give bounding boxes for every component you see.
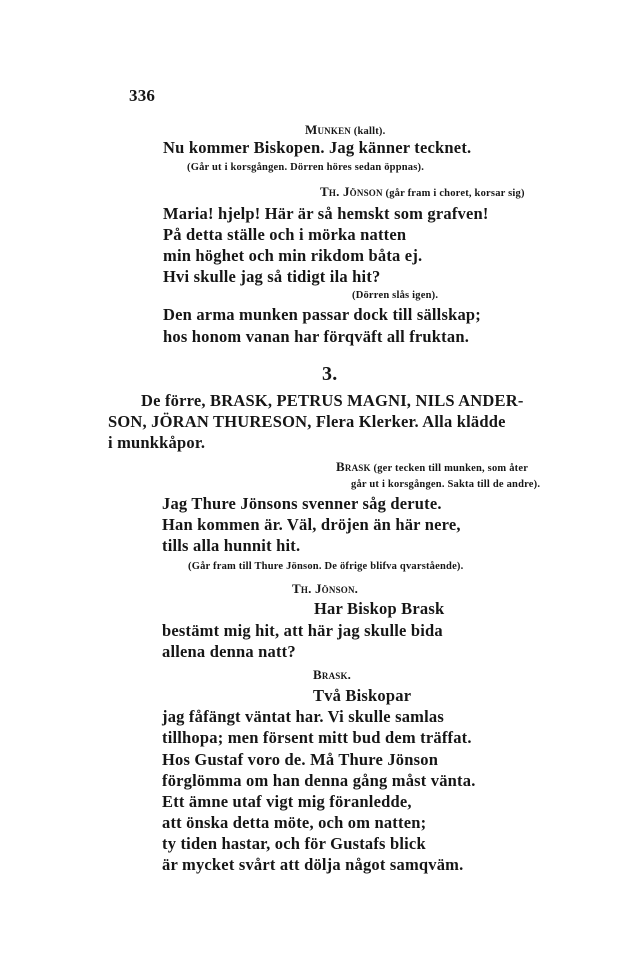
verse-line: Hvi skulle jag så tidigt ila hit?	[163, 267, 381, 286]
cast-list: i munkkåpor.	[108, 433, 206, 452]
cast-list: De förre, BRASK, PETRUS MAGNI, NILS ANDER-	[141, 391, 524, 410]
verse-line: Har Biskop Brask	[314, 599, 445, 618]
speaker-name: Brask.	[313, 667, 352, 682]
verse-line: Hos Gustaf voro de. Må Thure Jönson	[162, 750, 439, 769]
scene-number: 3.	[322, 363, 338, 385]
verse-line: bestämt mig hit, att här jag skulle bida	[162, 621, 443, 640]
stage-direction: (Går fram till Thure Jönson. De öfrige blifva qvarstående).	[188, 561, 464, 572]
verse-line: På detta ställe och i mörka natten	[163, 225, 407, 244]
cast-list: SON, JÖRAN THURESON, Flera Klerker. Alla klädde	[108, 412, 506, 431]
verse-line: jag fåfängt väntat har. Vi skulle samlas	[162, 707, 444, 726]
verse-line: Han kommen är. Väl, dröjen än här nere,	[162, 515, 461, 534]
verse-line: att önska detta möte, och om natten;	[162, 813, 427, 832]
page-number: 336	[129, 86, 156, 105]
stage-direction: (Går ut i korsgången. Dörren höres sedan öppnas).	[187, 162, 425, 173]
verse-line: min höghet och min rikdom båta ej.	[163, 246, 423, 265]
verse-line: Den arma munken passar dock till sällskap;	[163, 305, 481, 324]
verse-line: Maria! hjelp! Här är så hemskt som grafven!	[163, 204, 489, 223]
verse-line: hos honom vanan har förqväft all fruktan.	[163, 327, 470, 346]
verse-line: förglömma om han denna gång måst vänta.	[162, 771, 476, 790]
verse-line: ty tiden hastar, och för Gustafs blick	[162, 834, 426, 853]
speaker-name: Brask	[336, 459, 371, 474]
verse-line: Ett ämne utaf vigt mig föranledde,	[162, 792, 412, 811]
verse-line: Jag Thure Jönsons svenner såg derute.	[162, 494, 442, 513]
verse-line: tills alla hunnit hit.	[162, 536, 301, 555]
speaker-name: Th. Jönson.	[292, 581, 359, 596]
verse-line: tillhopa; men försent mitt bud dem träffat.	[162, 728, 472, 747]
stage-direction: (ger tecken till munken, som åter	[370, 463, 529, 474]
stage-direction: (Dörren slås igen).	[352, 290, 439, 301]
speaker-line	[320, 182, 525, 204]
stage-direction: (går fram i choret, korsar sig)	[382, 188, 525, 199]
verse-line: allena denna natt?	[162, 642, 296, 661]
verse-line: är mycket svårt att dölja något samqväm.	[162, 855, 464, 874]
stage-direction: går ut i korsgången. Sakta till de andre).	[351, 479, 541, 490]
speaker-name: Th. Jönson	[320, 184, 383, 199]
verse-line: Två Biskopar	[313, 686, 412, 705]
verse-line: Nu kommer Biskopen. Jag känner tecknet.	[163, 138, 472, 157]
speaker-name: Munken	[305, 122, 351, 137]
stage-direction: (kallt).	[350, 126, 386, 137]
